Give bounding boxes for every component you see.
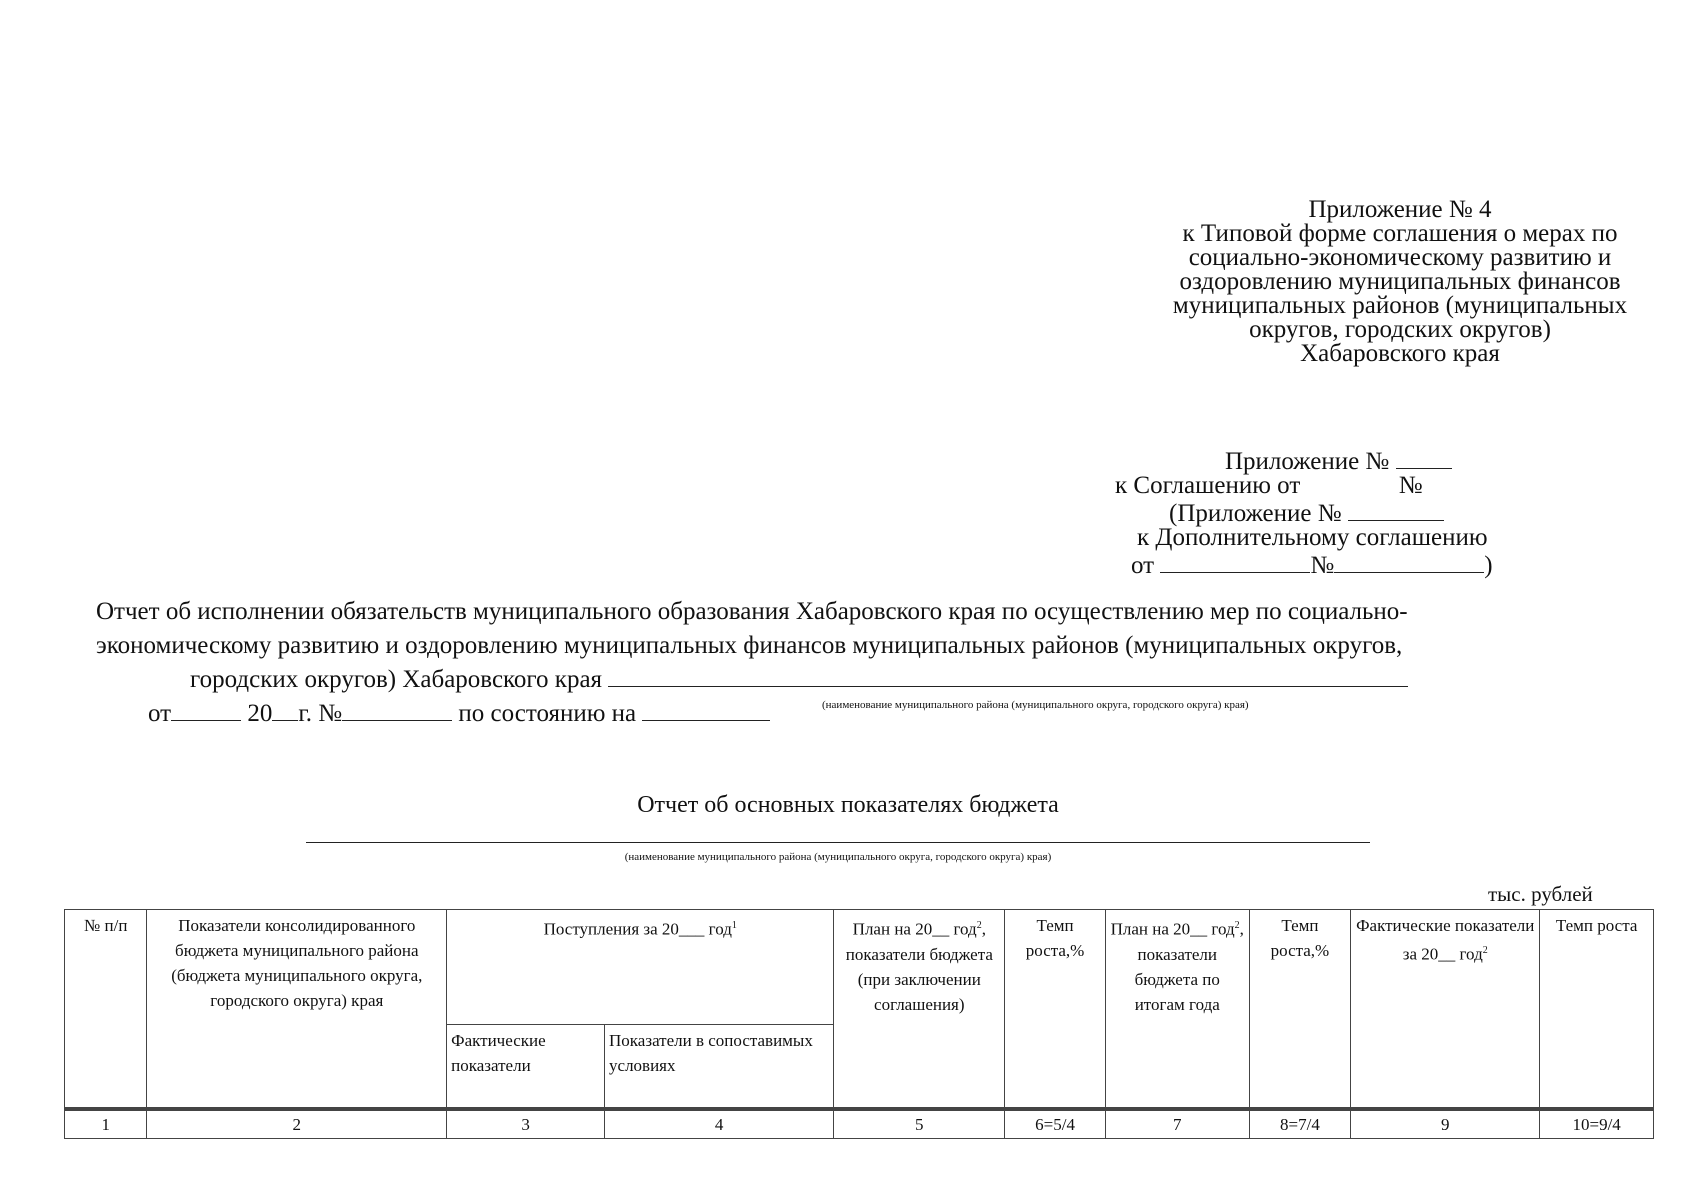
header-growth-2: Темп роста,% [1249,910,1351,1110]
report-heading-line-3 [80,663,1620,697]
year-label: 20 [247,700,273,727]
header-plan-initial-rest: , показатели бюджета (при заключении соглашения) [845,919,993,1014]
blank-field [1160,550,1310,573]
supplementary-appendix-line [1115,498,1595,526]
header-plan-initial-text: План на 20__ год [852,919,977,939]
header-actual-text: Фактические показатели за 20__ год [1356,916,1535,964]
blank-field [1348,498,1444,521]
report-heading-line-1: Отчет об исполнении обязательств муниципального образования Хабаровского края по осуществлению мер по социально- [96,598,1408,625]
from-label: от [148,700,172,727]
budget-name-caption: (наименование муниципального района (муниципального округа, городского округа) края) [624,851,1052,863]
footnote-mark: 2 [1234,920,1240,931]
appendix-agreement-block [1115,446,1595,578]
appendix-4-line: муниципальных районов (муниципальных [1172,292,1628,319]
column-number: 5 [834,1109,1005,1139]
table-header-row [65,910,1654,1025]
agreement-number-label: № [1398,472,1423,499]
as-of-label: по состоянию на [458,700,637,727]
number-label: № [1310,552,1335,579]
municipality-caption: (наименование муниципального района (муниципального округа, городского округа) края) [822,699,1249,711]
header-plan-initial [834,910,1005,1110]
appendix-4-line: Приложение № 4 [1308,196,1492,223]
appendix-4-block [1120,198,1680,366]
supplementary-agreement-line: к Дополнительному соглашению [1137,524,1488,551]
units-label: тыс. рублей [1488,882,1593,906]
footnote-mark: 2 [1482,945,1488,956]
column-number: 6=5/4 [1005,1109,1106,1139]
column-number: 4 [605,1109,834,1139]
budget-report-title: Отчет об основных показателях бюджета [637,792,1059,818]
header-growth-3: Темп роста [1540,910,1654,1110]
column-number: 2 [147,1109,447,1139]
appendix-4-line: округов, городских округов) [1249,316,1551,343]
header-receipts-actual: Фактические показатели [447,1025,605,1110]
supplementary-appendix-label: (Приложение № [1169,500,1342,527]
municipality-name-blank [608,664,1408,687]
column-number: 9 [1351,1109,1540,1139]
appendix-4-line: Хабаровского края [1300,340,1500,367]
report-heading-line-4 [80,697,1620,731]
column-number: 7 [1105,1109,1249,1139]
header-number: № п/п [65,910,147,1110]
appendix-4-line: оздоровлению муниципальных финансов [1179,268,1621,295]
header-actual [1351,910,1540,1110]
blank-field [642,698,770,721]
column-number: 1 [65,1109,147,1139]
from-label: от [1131,552,1155,579]
agreement-date-label: к Соглашению от [1115,472,1301,499]
footnote-mark: 1 [731,920,737,931]
appendix-4-line: социально-экономическому развитию и [1188,244,1612,271]
footnote-mark: 2 [976,920,982,931]
header-receipts [447,910,834,1025]
supplementary-date-line [1115,550,1595,578]
header-receipts-comparable: Показатели в сопоставимых условиях [605,1025,834,1110]
number-label: г. № [298,700,343,727]
header-plan-final-text: План на 20__ год [1110,919,1235,939]
report-heading-line-2: экономическому развитию и оздоровлению муниципальных финансов муниципальных районов (муниципальных округов, [96,632,1403,659]
blank-field [342,698,452,721]
header-plan-final-rest: , показатели бюджета по итогам года [1134,919,1244,1014]
blank-field [171,698,241,721]
column-number-row [65,1109,1654,1139]
appendix-4-line: к Типовой форме соглашения о мерах по [1182,220,1618,247]
column-number: 3 [447,1109,605,1139]
blank-field [1334,550,1484,573]
header-growth-1: Темп роста,% [1005,910,1106,1110]
appendix-number-line [1115,446,1595,474]
budget-indicators-table [64,909,1654,1139]
blank-field [1396,446,1452,469]
closing-paren: ) [1484,552,1493,579]
header-plan-final [1105,910,1249,1110]
budget-name-line [306,842,1370,843]
agreement-date-line [1115,474,1595,498]
appendix-number-label: Приложение № [1225,448,1390,475]
report-heading-line-3-text: городских округов) Хабаровского края [190,666,603,693]
header-receipts-text: Поступления за 20___ год [543,919,732,939]
blank-field [272,698,298,721]
column-number: 8=7/4 [1249,1109,1351,1139]
report-heading [80,595,1620,731]
header-indicators: Показатели консолидированного бюджета муниципального района (бюджета муниципального округа, городского округа) края [147,910,447,1110]
column-number: 10=9/4 [1540,1109,1654,1139]
